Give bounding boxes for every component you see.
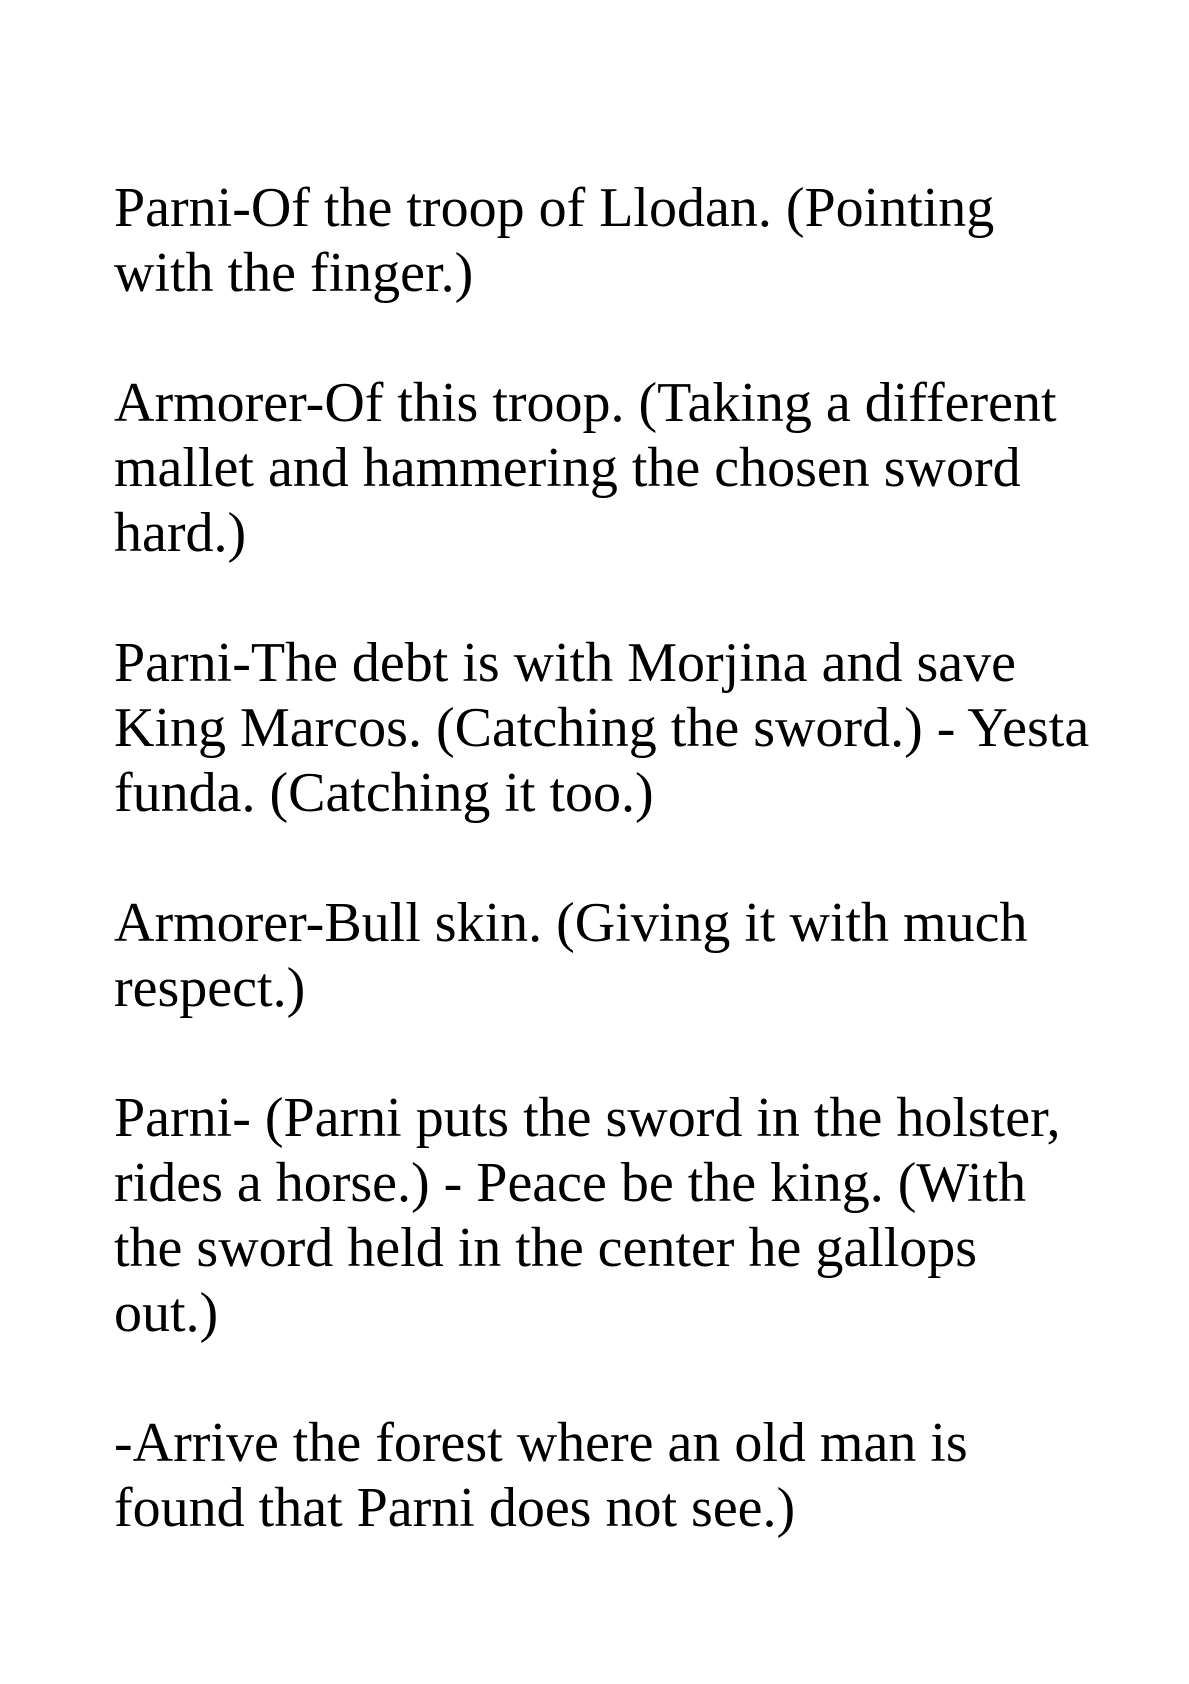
script-text-body	[114, 176, 1094, 1541]
paragraph-arrive-forest: -Arrive the forest where an old man is found that Parni does not see.)	[114, 1412, 968, 1539]
paragraph-armorer-troop: Armorer-Of this troop. (Taking a different mallet and hammering the chosen sword hard.)	[114, 372, 1057, 564]
paragraph-armorer-bull-skin: Armorer-Bull skin. (Giving it with much respect.)	[114, 892, 1028, 1019]
paragraph-parni-debt: Parni-The debt is with Morjina and save King Marcos. (Catching the sword.) - Yesta funda. (Catching it too.)	[114, 632, 1090, 824]
paragraph-parni-troop: Parni-Of the troop of Llodan. (Pointing with the finger.)	[114, 177, 995, 304]
paragraph-parni-rides: Parni- (Parni puts the sword in the holster, rides a horse.) - Peace be the king. (With the sword held in the center he gallops out.)	[114, 1087, 1061, 1344]
